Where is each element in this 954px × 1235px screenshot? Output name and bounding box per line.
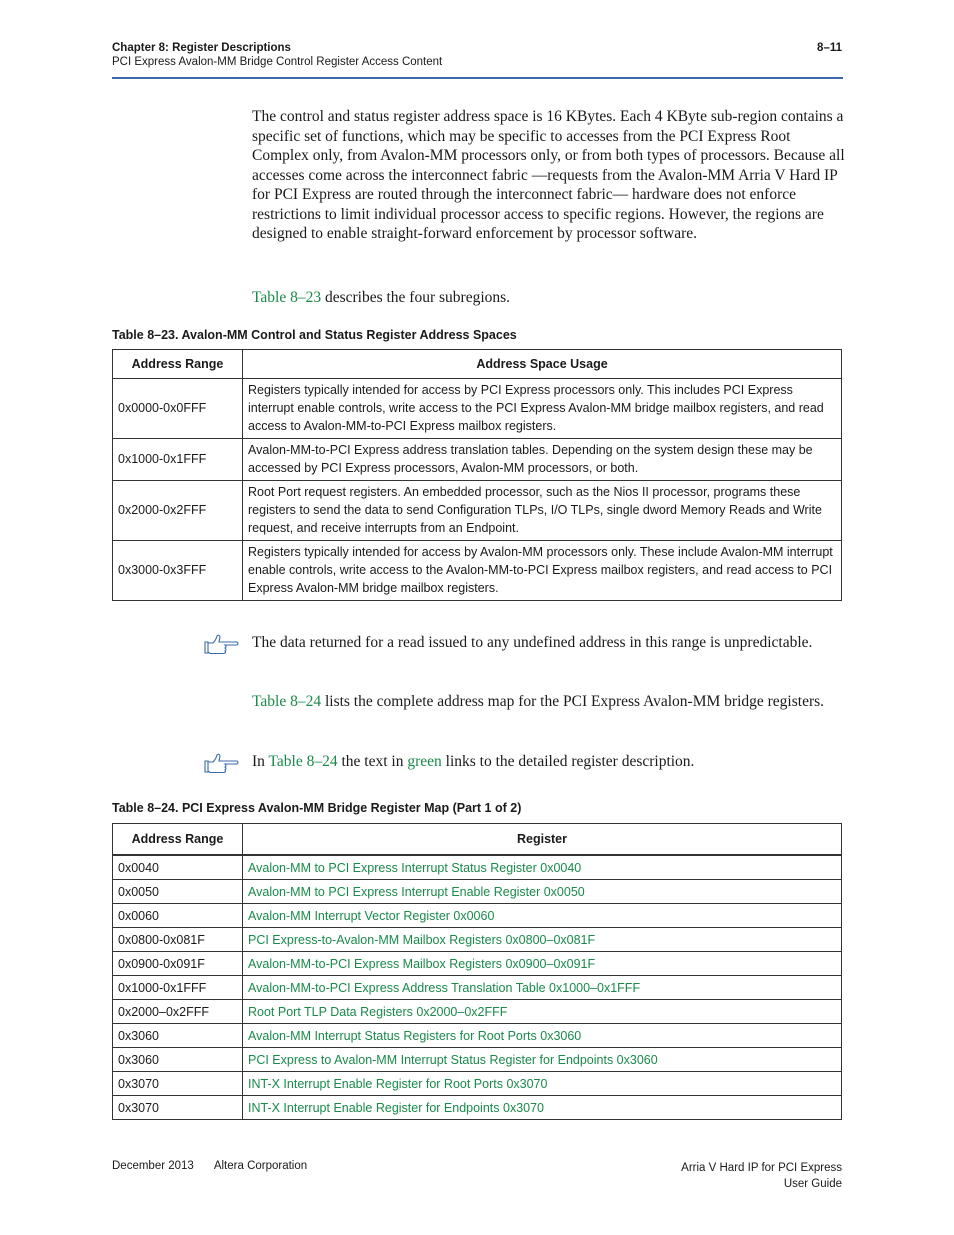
usage-cell: Registers typically intended for access by Avalon-MM processors only. These include Avalon-MM interrupt enable controls, write access to the Avalon-MM-to-PCI Express mailbox registers, and read access to PCI Express Avalon-MM bridge mailbox registers. (243, 541, 842, 601)
page-header (112, 42, 842, 68)
address-range-cell: 0x0040 (113, 855, 243, 880)
register-link[interactable]: PCI Express to Avalon-MM Interrupt Status Register for Endpoints 0x3060 (243, 1048, 842, 1072)
col-header-address-range: Address Range (113, 824, 243, 856)
table-row (113, 541, 842, 601)
pointing-hand-icon (204, 752, 240, 774)
table-row (113, 855, 842, 880)
address-range-cell: 0x3060 (113, 1024, 243, 1048)
address-range-cell: 0x2000-0x2FFF (113, 481, 243, 541)
table-8-24-link[interactable]: Table 8–24 (268, 753, 338, 770)
address-range-cell: 0x0060 (113, 904, 243, 928)
register-link[interactable]: Avalon-MM-to-PCI Express Mailbox Registers 0x0900–0x091F (243, 952, 842, 976)
address-range-cell: 0x0900-0x091F (113, 952, 243, 976)
address-range-cell: 0x0050 (113, 880, 243, 904)
address-range-cell: 0x2000–0x2FFF (113, 1000, 243, 1024)
table-row (113, 928, 842, 952)
note-prefix: In (252, 753, 269, 770)
table-row (113, 880, 842, 904)
register-link[interactable]: Avalon-MM to PCI Express Interrupt Status Register 0x0040 (243, 855, 842, 880)
footer-doc-title: Arria V Hard IP for PCI Express (681, 1162, 842, 1174)
address-range-cell: 0x1000-0x1FFF (113, 976, 243, 1000)
usage-cell: Registers typically intended for access by PCI Express processors only. This includes PCI Express interrupt enable controls, write access to the PCI Express Avalon-MM bridge mailbox registers, and read access to Avalon-MM-to-PCI Express mailbox registers. (243, 379, 842, 439)
note-text (252, 752, 842, 772)
green-word: green (407, 753, 442, 770)
chapter-title: Chapter 8: Register Descriptions (112, 42, 291, 54)
note-text: The data returned for a read issued to any undefined address in this range is unpredictable. (252, 634, 813, 651)
footer-right (681, 1160, 842, 1192)
table-ref-paragraph (252, 288, 846, 308)
table-row (113, 976, 842, 1000)
footer-left (112, 1160, 307, 1172)
address-range-cell: 0x3070 (113, 1096, 243, 1120)
table-8-24-caption: Table 8–24. PCI Express Avalon-MM Bridge Register Map (Part 1 of 2) (112, 801, 522, 815)
address-range-cell: 0x0800-0x081F (113, 928, 243, 952)
intro-paragraph: The control and status register address space is 16 KBytes. Each 4 KByte sub-region contains a specific set of functions, which may be specific to accesses from the PCI Express Root Complex only, from Avalon-MM processors only, or from both types of processors. Because all accesses come across the interconnect fabric —requests from the Avalon-MM Arria V Hard IP for PCI Express are routed through the interconnect fabric— hardware does not enforce restrictions to limit individual processor access to specific regions. However, the regions are designed to enable straight-forward enforcement by processor software. (252, 108, 845, 242)
table-row (113, 481, 842, 541)
register-map-table (112, 823, 842, 1120)
note-middle: the text in (337, 753, 408, 770)
address-range-cell: 0x1000-0x1FFF (113, 439, 243, 481)
table-row (113, 379, 842, 439)
table-row (113, 1024, 842, 1048)
table-row (113, 439, 842, 481)
footer-company: Altera Corporation (213, 1160, 308, 1172)
table-8-24-link[interactable]: Table 8–24 (252, 693, 322, 710)
usage-cell: Root Port request registers. An embedded processor, such as the Nios II processor, programs these registers to send the data to send Configuration TLPs, I/O TLPs, single dword Memory Reads and Write request, and receive interrupts from an Endpoint. (243, 481, 842, 541)
address-range-cell: 0x0000-0x0FFF (113, 379, 243, 439)
col-header-register: Register (243, 824, 842, 856)
address-space-table (112, 349, 842, 601)
header-rule (112, 77, 843, 79)
address-range-cell: 0x3000-0x3FFF (113, 541, 243, 601)
section-title: PCI Express Avalon-MM Bridge Control Register Access Content (112, 56, 443, 68)
table-8-23-caption: Table 8–23. Avalon-MM Control and Status Register Address Spaces (112, 328, 517, 342)
pointing-hand-icon (204, 633, 240, 655)
page-number: 8–11 (817, 42, 842, 54)
col-header-address-range: Address Range (113, 350, 243, 379)
table-row (113, 1096, 842, 1120)
table-row (113, 1072, 842, 1096)
register-link[interactable]: INT-X Interrupt Enable Register for Root Ports 0x3070 (243, 1072, 842, 1096)
table-row (113, 952, 842, 976)
register-link[interactable]: PCI Express-to-Avalon-MM Mailbox Registers 0x0800–0x081F (243, 928, 842, 952)
register-link[interactable]: INT-X Interrupt Enable Register for Endpoints 0x3070 (243, 1096, 842, 1120)
table-ref-text: describes the four subregions. (321, 289, 511, 306)
footer-date: December 2013 (112, 1160, 194, 1172)
map-ref-paragraph (252, 692, 846, 712)
register-link[interactable]: Root Port TLP Data Registers 0x2000–0x2FFF (243, 1000, 842, 1024)
table-row (113, 904, 842, 928)
table-row (113, 1048, 842, 1072)
note-suffix: links to the detailed register description. (441, 753, 695, 770)
map-ref-text: lists the complete address map for the PCI Express Avalon-MM bridge registers. (321, 693, 825, 710)
register-link[interactable]: Avalon-MM-to-PCI Express Address Translation Table 0x1000–0x1FFF (243, 976, 842, 1000)
col-header-address-space-usage: Address Space Usage (243, 350, 842, 379)
table-row (113, 1000, 842, 1024)
register-link[interactable]: Avalon-MM Interrupt Status Registers for Root Ports 0x3060 (243, 1024, 842, 1048)
register-link[interactable]: Avalon-MM to PCI Express Interrupt Enable Register 0x0050 (243, 880, 842, 904)
table-8-23-link[interactable]: Table 8–23 (252, 289, 322, 306)
usage-cell: Avalon-MM-to-PCI Express address translation tables. Depending on the system design these may be accessed by PCI Express processors, Avalon-MM processors, or both. (243, 439, 842, 481)
register-link[interactable]: Avalon-MM Interrupt Vector Register 0x0060 (243, 904, 842, 928)
footer-doc-type: User Guide (783, 1178, 842, 1190)
address-range-cell: 0x3060 (113, 1048, 243, 1072)
address-range-cell: 0x3070 (113, 1072, 243, 1096)
